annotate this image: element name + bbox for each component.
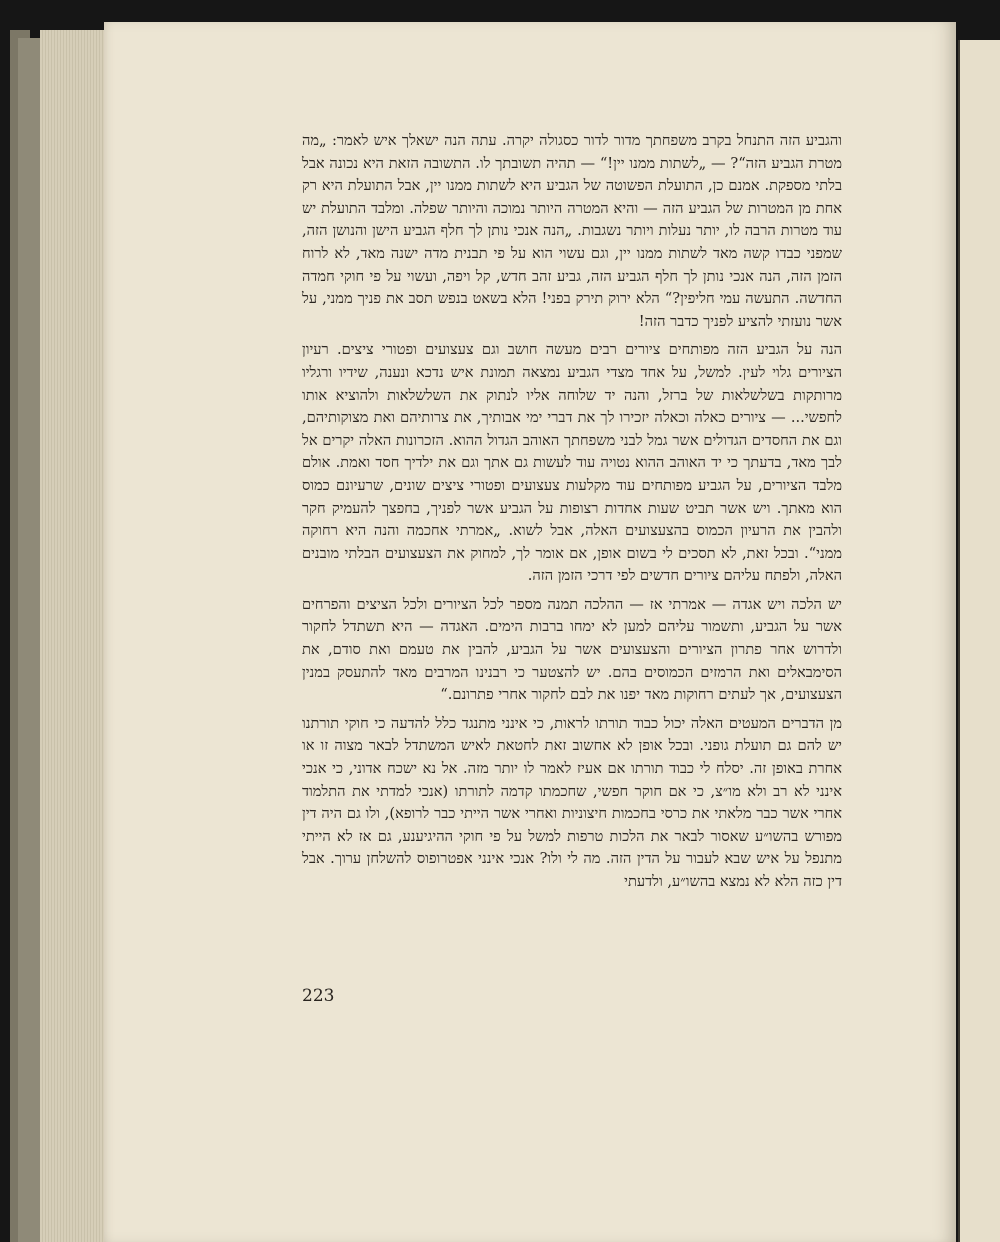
paragraph-1: והגביע הזה התנחל בקרב משפחתך מדור לדור כסגולה יקרה. עתה הנה ישאלך איש לאמר: „מה מטרת הגביע הזה“? — „לשתות ממנו יין!“ — תהיה תשובתך לו. התשובה הזאת היא נכונה אבל בלתי מספקת. אמנם כן, התועלת הפשוטה של הגביע היא לשתות ממנו יין, אבל התועלת היא רק אחת מן המטרות של הגביע הזה — והיא המטרה היותר נמוכה והיותר שפלה. ומלבד התועלת יש עוד מטרות הרבה לו, יותר נעלות ויותר נשגבות. „הנה אנכי נותן לך חלף הגביע הישן והנושן הזה, שמפני כבדו קשה מאד לשתות ממנו יין, וגם עשוי הוא על פי תבנית מדה ישנה מאד, לא לרוח הזמן הזה, הנה אנכי נותן לך חלף הגביע הזה, גביע זהב חדש, קל ויפה, ועשוי על פי חוקי חמדה החדשה. התעשה עמי חליפין?“ הלא ירוק תירק בפני! הלא בשאט בנפש תסב את פניך ממני, על אשר נועזתי להציע לפניך כדבר הזה!	[302, 132, 842, 330]
paragraph-4: מן הדברים המעטים האלה יכול כבוד תורתו לראות, כי אינני מתנגד כלל להדעה כי חוקי תורתנו יש להם גם תועלת גופני. ובכל אופן לא אחשוב זאת לחטאת לאיש המשתדל לבאר מצוה זו או אחרת באופן זה. יסלח לי כבוד תורתו אם אעיז לאמר לו יותר מזה. אל נא ישכח אדוני, כי אנכי אינני לא רב ולא מו״צ, כי אם חוקר חפשי, שחכמתו קדמה לתורתו (אנכי למדתי את התלמוד אחרי אשר כבר מלאתי את כרסי בחכמות חיצוניות ואחרי אשר הייתי כבר לרופא), ולו גם היה דין מפורש בהשו״ע שאסור לבאר את הלכות טרפות למשל על פי חוקי ההיגיענע, גם אז לא הייתי מתנפל על איש שבא לעבור על הדין הזה. מה לי ולו? אנכי אינני אפטרופוס להשלחן ערוך. אבל דין כזה הלא לא נמצא בהשו״ע, ולדעתי	[302, 714, 842, 890]
page-text	[302, 130, 842, 900]
paragraph-3: יש הלכה ויש אגדה — אמרתי אז — ההלכה תמנה מספר לכל הציורים ולכל הציצים והפרחים אשר על הגביע, ותשמור עליהם למען לא ימחו ברבות הימים. האגדה — היא תשתדל לחקור ולדרוש אחר פתרון הציורים והצעצועים אשר על הגביע, להבין את טעמם ואת סודם, את הסימבאלים ואת הרמזים הכמוסים בהם. יש להצטער כי רבנינו המרבים מאד להתעסק במנין הצעצועים, אך לעתים רחוקות מאד יפנו את לבם לחקור אחרי פתרונם.“	[302, 595, 842, 704]
paragraph-2: הנה על הגביע הזה מפותחים ציורים רבים מעשה חושב וגם צעצועים ופטורי ציצים. רעיון הציורים גלוי לעין. למשל, על אחד מצדי הגביע נמצאה תמונת איש נדכא ונענה, שידיו ורגליו מרותקות בשלשלאות של ברזל, והנה יד שלוחה אליו לנתוק את השלשלאות ולהוציא אותו לחפשי... — ציורים כאלה וכאלה יזכירו לך את דברי ימי אבותיך, את צרותיהם ואת מצוקותיהם, וגם את החסדים הגדולים אשר גמל לבני משפחתך האוהב הגדול ההוא. הזכרונות האלה יקרים אל לבך מאד, בדעתך כי יד האוהב ההוא נטויה עוד לעשות גם אתך וגם את ילדיך חסד ואמת. אולם מלבד הציורים, על הגביע מפותחים עוד מקלעות צעצועים ופטורי ציצים שונים, שרעיונם כמוס הוא מאתך. ויש אשר תביט שעות אחדות רצופות על הגביע אשר לפניך, בחפצך להעמיק חקר ולהבין את הרעיון הכמוס בהצעצועים האלה, אבל לשוא. „אמרתי אחכמה והנה היא רחוקה ממני“. ובכל זאת, לא תסכים לי בשום אופן, אם אומר לך, למחוק את הצעצועים הבלתי מובנים האלה, ולפתח עליהם ציורים חדשים לפי דרכי הזמן הזה.	[302, 341, 842, 585]
page-number: 223	[302, 986, 335, 1006]
adjacent-page	[958, 40, 1000, 1242]
